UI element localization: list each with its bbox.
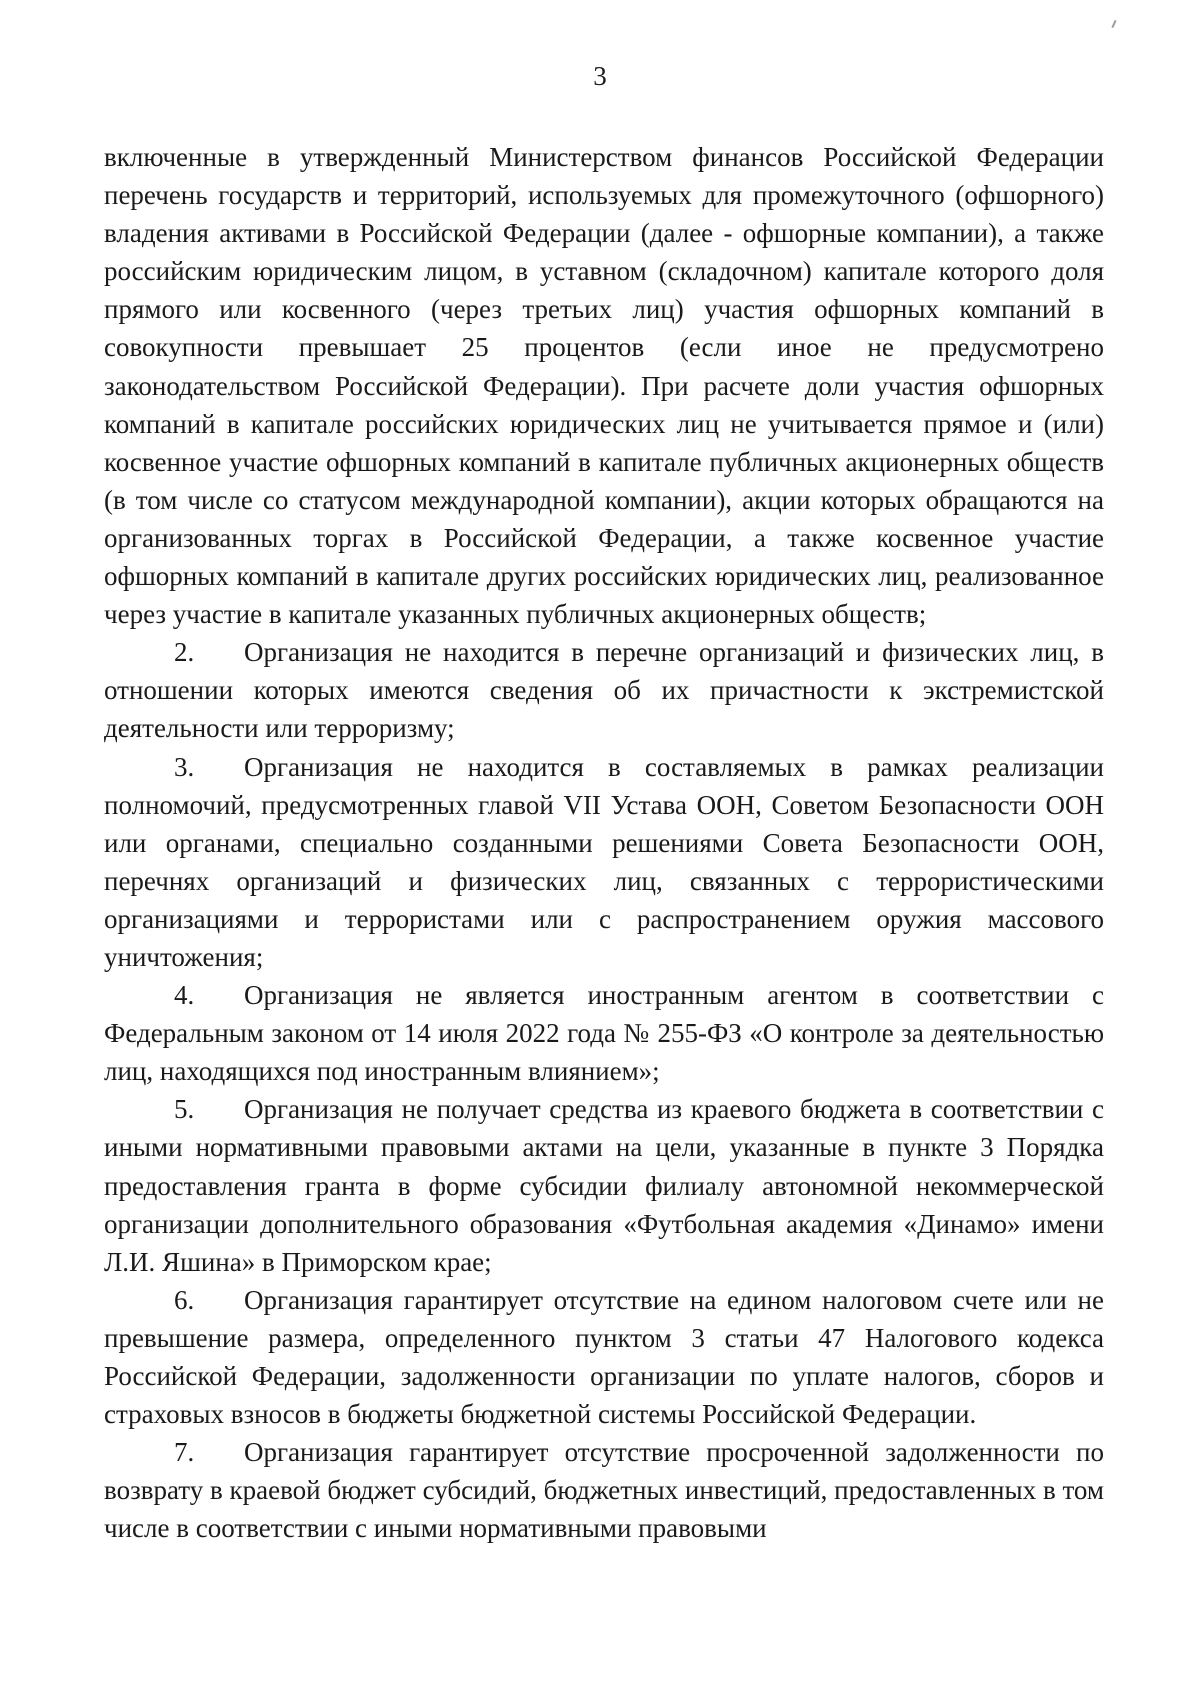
item-number: 3. [174,751,195,782]
item-text: Организация не находится в перечне организаций и физических лиц, в отношении которых имеются сведения об их причастности к экстремистской деятельности или терроризму; [104,637,1104,744]
list-item [104,976,1104,1090]
item-number: 6. [174,1284,195,1315]
item-number: 7. [174,1437,195,1468]
intro-paragraph: включенные в утвержденный Министерством финансов Российской Федерации перечень государств и территорий, используемых для промежуточного (офшорного) владения активами в Российской Федерации (далее - офшорные компании), а также российским юридическим лицом, в уставном (складочном) капитале которого доля прямого или косвенного (через третьих лиц) участия офшорных компаний в совокупности превышает 25 процентов (если иное не предусмотрено законодательством Российской Федерации). При расчете доли участия офшорных компаний в капитале российских юридических лиц не учитывается прямое и (или) косвенное участие офшорных компаний в капитале публичных акционерных обществ (в том числе со статусом международной компании), акции которых обращаются на организованных торгах в Российской Федерации, а также косвенное участие офшорных компаний в капитале других российских юридических лиц, реализованное через участие в капитале указанных публичных акционерных обществ; [104,142,1104,630]
list-item [104,748,1104,977]
item-text: Организация не получает средства из краевого бюджета в соответствии с иными нормативными правовыми актами на цели, указанные в пункте 3 Порядка предоставления гранта в форме субсидии филиалу автономной некоммерческой организации дополнительного образования «Футбольная академия «Динамо» имени Л.И. Яшина» в Приморском крае; [104,1094,1104,1277]
item-number: 5. [174,1094,195,1125]
item-text: Организация не находится в составляемых в рамках реализации полномочий, предусмотренных главой VII Устава ООН, Советом Безопасности ООН или органами, специально созданными решениями Совета Безопасности ООН, перечнях организаций и физических лиц, связанных с террористическими организациями и террористами или с распространением оружия массового уничтожения; [104,751,1104,972]
list-item [104,1433,1104,1547]
item-text: Организация гарантирует отсутствие на едином налоговом счете или не превышение размера, определенного пунктом 3 статьи 47 Налогового кодекса Российской Федерации, задолженности организации по уплате налогов, сборов и страховых взносов в бюджеты бюджетной системы Российской Федерации. [104,1284,1104,1430]
list-item [104,1281,1104,1433]
item-text: Организация гарантирует отсутствие просроченной задолженности по возврату в краевой бюджет субсидий, бюджетных инвестиций, предоставленных в том числе в соответствии с иными нормативными правовыми [104,1437,1104,1544]
list-item [104,633,1104,747]
scan-mark [1111,20,1116,28]
item-number: 4. [174,980,195,1011]
item-text: Организация не является иностранным агентом в соответствии с Федеральным законом от 14 июля 2022 года № 255-ФЗ «О контроле за деятельностью лиц, находящихся под иностранным влиянием»; [104,980,1104,1087]
list-item [104,1090,1104,1280]
item-number: 2. [174,637,195,668]
document-body [104,138,1104,1547]
page-number: 3 [593,61,607,91]
